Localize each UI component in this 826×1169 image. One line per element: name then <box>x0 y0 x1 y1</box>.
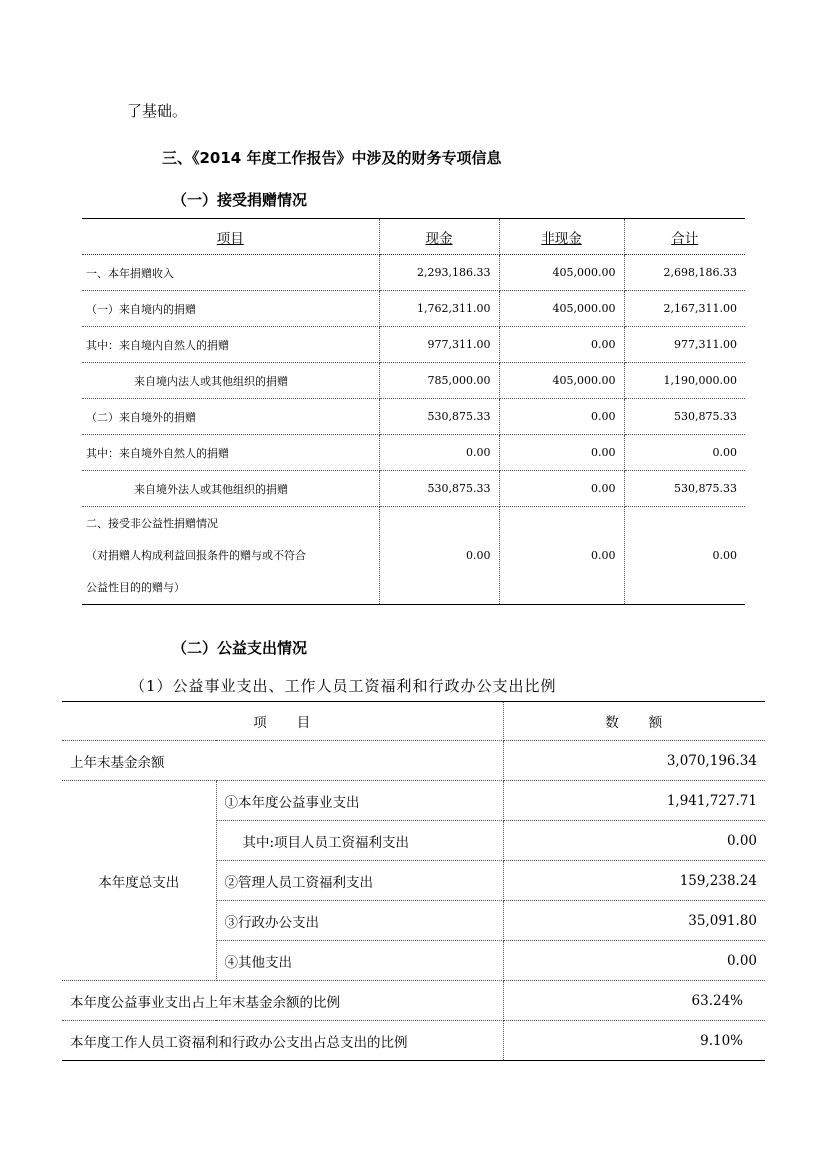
header-amount: 数 额 <box>503 702 765 741</box>
row-label-multiline: 二、接受非公益性捐赠情况 （对捐赠人构成利益回报条件的赠与或不符合 公益性目的的赠与） <box>82 507 379 605</box>
prev-balance-value: 3,070,196.34 <box>503 741 765 781</box>
cell-total: 2,167,311.00 <box>624 291 745 327</box>
row-label: 来自境外法人或其他组织的捐赠 <box>82 471 379 507</box>
cell-noncash: 405,000.00 <box>499 363 624 399</box>
header-item: 项目 <box>82 219 379 255</box>
cell-total: 1,190,000.00 <box>624 363 745 399</box>
cell-total: 0.00 <box>624 435 745 471</box>
ratio1-label: 本年度公益事业支出占上年末基金余额的比例 <box>62 981 503 1021</box>
cell-total: 0.00 <box>624 507 745 605</box>
row-value: 0.00 <box>503 941 765 981</box>
cell-noncash: 0.00 <box>499 471 624 507</box>
row-label: 其中:项目人员工资福利支出 <box>216 821 503 861</box>
cell-total: 2,698,186.33 <box>624 255 745 291</box>
header-cash: 现金 <box>379 219 499 255</box>
prev-balance-label: 上年末基金余额 <box>62 741 503 781</box>
table-header-row <box>82 219 745 255</box>
cell-noncash: 405,000.00 <box>499 291 624 327</box>
row-value: 1,941,727.71 <box>503 781 765 821</box>
table-row <box>62 981 765 1021</box>
ratio2-value: 9.10% <box>503 1021 765 1061</box>
intro-text: 了基础。 <box>127 102 188 120</box>
cell-total: 977,311.00 <box>624 327 745 363</box>
row-label: （二）来自境外的捐赠 <box>82 399 379 435</box>
cell-total: 530,875.33 <box>624 471 745 507</box>
row-label: ②管理人员工资福利支出 <box>216 861 503 901</box>
row-label: ③行政办公支出 <box>216 901 503 941</box>
table-row <box>62 781 765 821</box>
row-value: 35,091.80 <box>503 901 765 941</box>
expenditure-table <box>62 701 765 1061</box>
table-row <box>82 255 745 291</box>
table-row <box>82 507 745 605</box>
row-label: ④其他支出 <box>216 941 503 981</box>
sub1-title: （一）接受捐赠情况 <box>172 191 308 209</box>
ratio1-value: 63.24% <box>503 981 765 1021</box>
cell-cash: 0.00 <box>379 507 499 605</box>
cell-cash: 785,000.00 <box>379 363 499 399</box>
sub2-caption: （1）公益事业支出、工作人员工资福利和行政办公支出比例 <box>130 677 557 695</box>
sub2-title: （二）公益支出情况 <box>172 639 308 657</box>
row-value: 159,238.24 <box>503 861 765 901</box>
cell-noncash: 0.00 <box>499 507 624 605</box>
table-row <box>82 327 745 363</box>
table-header-row <box>62 702 765 741</box>
table-row <box>82 435 745 471</box>
table-row <box>82 471 745 507</box>
header-item: 项 目 <box>62 702 503 741</box>
section-title: 三、《2014 年度工作报告》中涉及的财务专项信息 <box>162 149 502 167</box>
cell-cash: 977,311.00 <box>379 327 499 363</box>
row-value: 0.00 <box>503 821 765 861</box>
cell-cash: 530,875.33 <box>379 471 499 507</box>
cell-noncash: 0.00 <box>499 435 624 471</box>
row-label: 一、本年捐赠收入 <box>82 255 379 291</box>
table-row <box>62 1021 765 1061</box>
cell-noncash: 0.00 <box>499 399 624 435</box>
row-label: （一）来自境内的捐赠 <box>82 291 379 327</box>
row-label: 其中：来自境内自然人的捐赠 <box>82 327 379 363</box>
row-label: 来自境内法人或其他组织的捐赠 <box>82 363 379 399</box>
header-noncash: 非现金 <box>499 219 624 255</box>
table-row <box>62 741 765 781</box>
cell-noncash: 405,000.00 <box>499 255 624 291</box>
table-row <box>82 363 745 399</box>
cell-cash: 2,293,186.33 <box>379 255 499 291</box>
row-label: 其中：来自境外自然人的捐赠 <box>82 435 379 471</box>
cell-noncash: 0.00 <box>499 327 624 363</box>
row-label: ①本年度公益事业支出 <box>216 781 503 821</box>
cell-total: 530,875.33 <box>624 399 745 435</box>
table-row <box>82 291 745 327</box>
cell-cash: 0.00 <box>379 435 499 471</box>
ratio2-label: 本年度工作人员工资福利和行政办公支出占总支出的比例 <box>62 1021 503 1061</box>
header-total: 合计 <box>624 219 745 255</box>
table-row <box>82 399 745 435</box>
donation-table <box>82 218 745 605</box>
group-label: 本年度总支出 <box>62 781 216 981</box>
cell-cash: 1,762,311.00 <box>379 291 499 327</box>
cell-cash: 530,875.33 <box>379 399 499 435</box>
